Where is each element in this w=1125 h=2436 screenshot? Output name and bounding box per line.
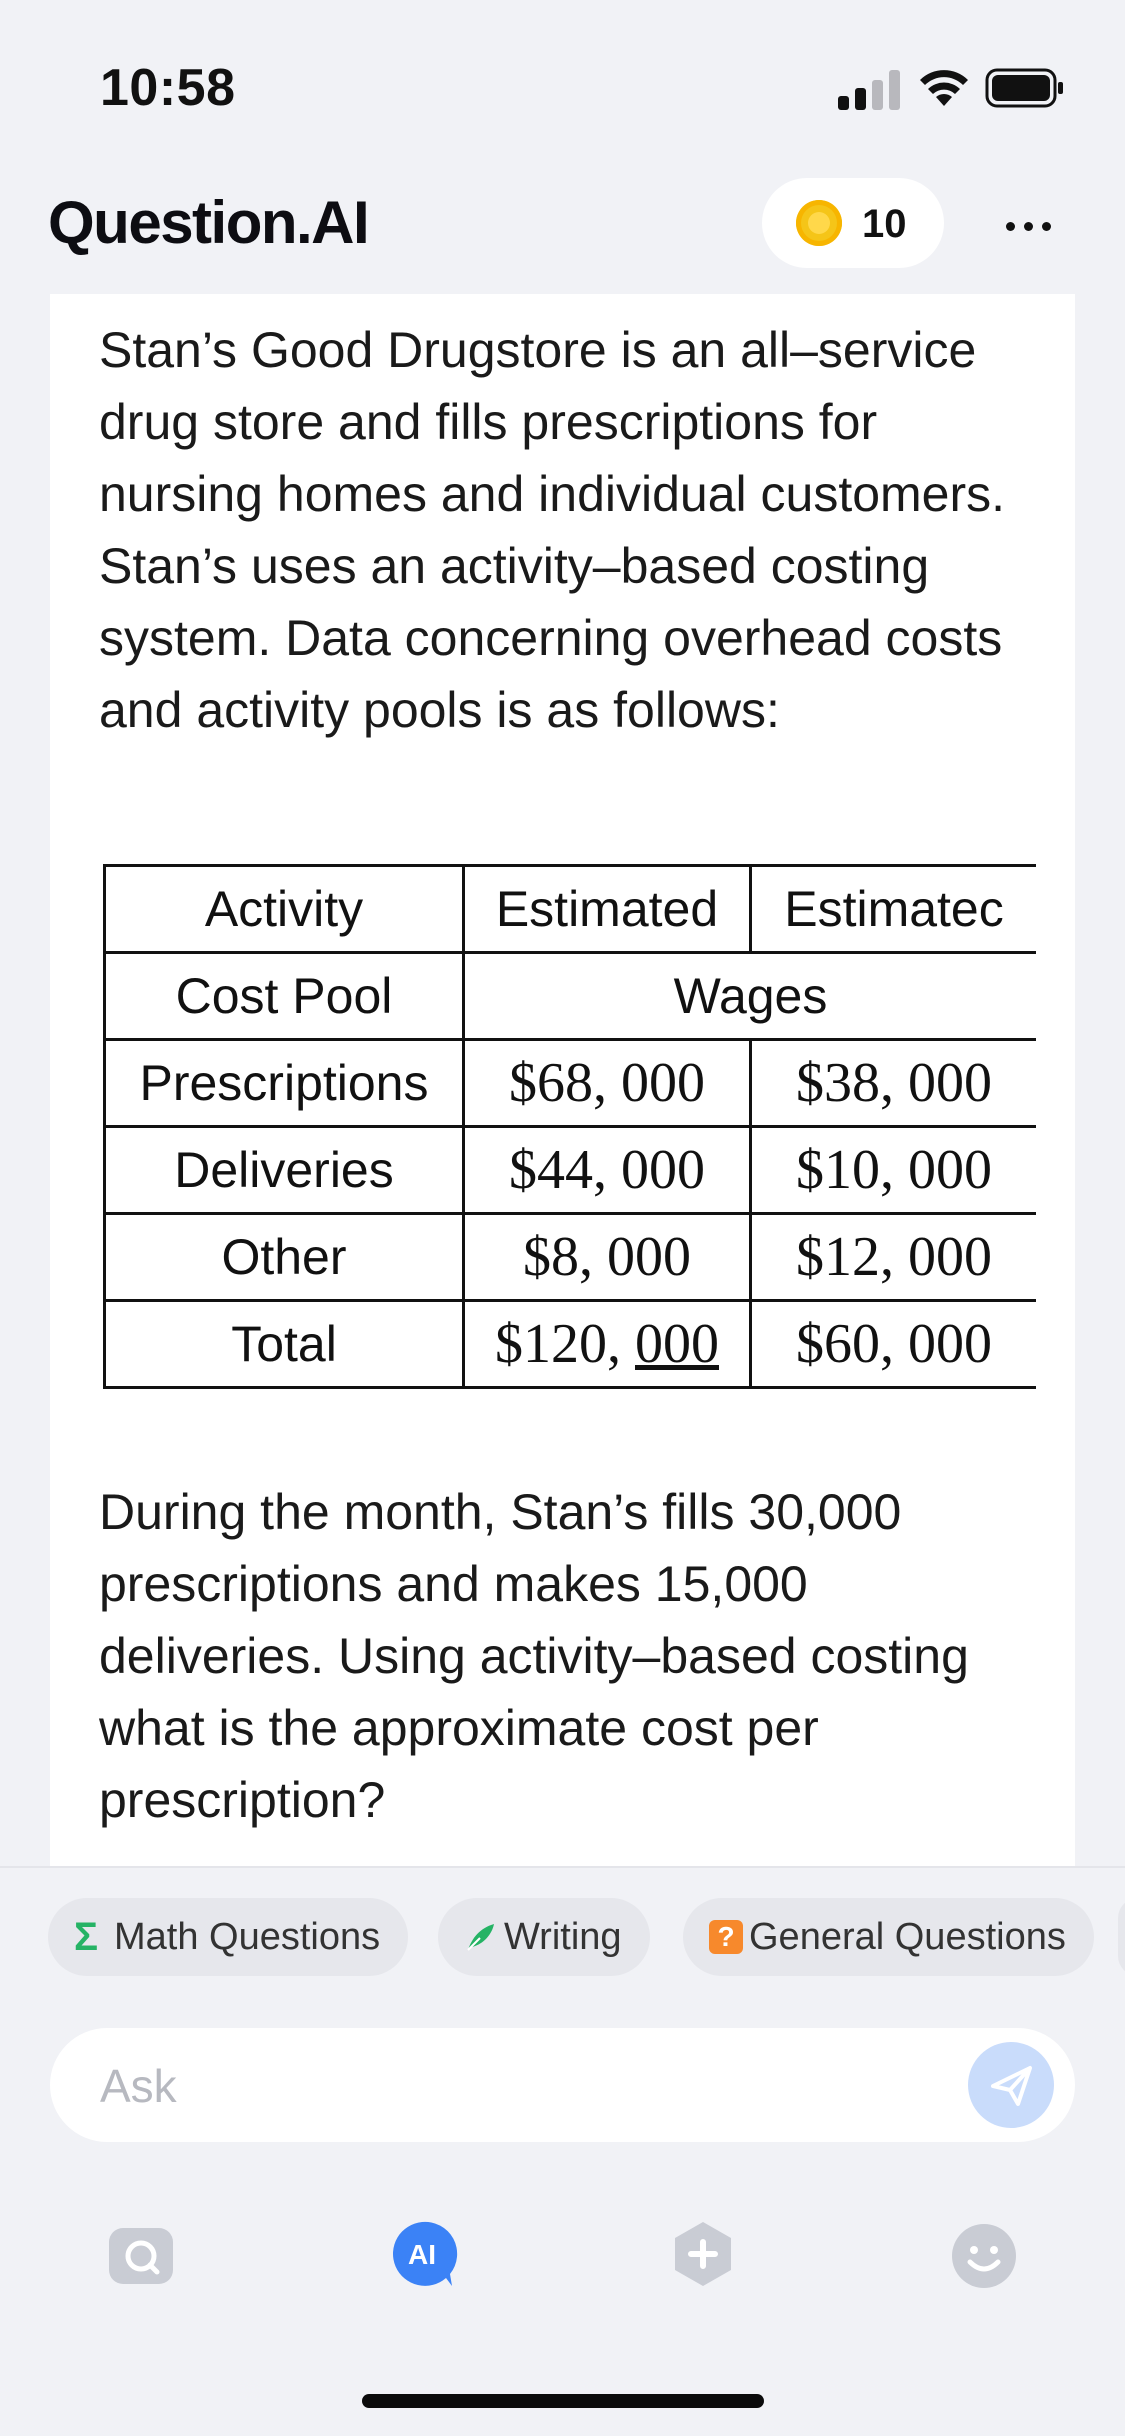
- table-header-cell: Cost Pool: [105, 953, 464, 1040]
- send-button[interactable]: [968, 2042, 1054, 2128]
- table-cell: $8, 000: [464, 1214, 751, 1301]
- coin-balance-button[interactable]: [762, 178, 944, 268]
- chip-label: Writing: [504, 1915, 622, 1958]
- camera-search-icon[interactable]: [105, 2218, 177, 2290]
- table-header-cell: Wages: [464, 953, 1037, 1040]
- quill-icon: [464, 1920, 498, 1954]
- sigma-icon: Σ: [74, 1915, 99, 1959]
- divider: [0, 1866, 1125, 1868]
- home-indicator[interactable]: [362, 2394, 764, 2408]
- ask-input[interactable]: [98, 2050, 962, 2122]
- more-options-icon[interactable]: [1002, 206, 1056, 246]
- table-cell: $60, 000: [751, 1301, 1037, 1388]
- chip-writing[interactable]: [438, 1898, 650, 1976]
- table-cell: Other: [105, 1214, 464, 1301]
- app-header: [0, 170, 1125, 290]
- table-cell: $12, 000: [751, 1214, 1037, 1301]
- table-cell: [464, 1301, 751, 1388]
- table-header-cell: Estimated: [464, 866, 751, 953]
- table-row: [105, 1214, 1037, 1301]
- table-header-row: [105, 953, 1037, 1040]
- table-row: [105, 1040, 1037, 1127]
- battery-icon: [985, 66, 1065, 110]
- status-time: 10:58: [100, 59, 236, 117]
- table-cell: Prescriptions: [105, 1040, 464, 1127]
- wifi-icon: [918, 66, 970, 110]
- chip-label: General Questions: [749, 1915, 1066, 1958]
- chip-partial[interactable]: [1118, 1898, 1125, 1976]
- table-row: [105, 1127, 1037, 1214]
- table-cell: Total: [105, 1301, 464, 1388]
- chip-math-questions[interactable]: [48, 1898, 408, 1976]
- add-hex-icon[interactable]: [667, 2218, 739, 2290]
- chip-general-questions[interactable]: [683, 1898, 1094, 1976]
- table-cell: $44, 000: [464, 1127, 751, 1214]
- table-header-row: [105, 866, 1037, 953]
- question-intro-text: Stan’s Good Drugstore is an all–service drug store and fills prescriptions for nursing homes and individual customers. Stan’s uses an activity–based costing system. Data concerning overhead costs and activity pools is as follows:: [99, 322, 1006, 738]
- coin-count: 10: [862, 202, 907, 246]
- table-cell: $68, 000: [464, 1040, 751, 1127]
- total-prefix: $120,: [495, 1313, 635, 1375]
- app-title: Question.AI: [48, 189, 369, 256]
- ai-chat-icon[interactable]: [386, 2218, 458, 2290]
- table-cell: Deliveries: [105, 1127, 464, 1214]
- cellular-signal-icon: [838, 68, 900, 110]
- table-cell: $38, 000: [751, 1040, 1037, 1127]
- table-header-cell: Activity: [105, 866, 464, 953]
- table-cell: $10, 000: [751, 1127, 1037, 1214]
- send-icon: [968, 2042, 1054, 2128]
- table-total-row: [105, 1301, 1037, 1388]
- total-underlined: 000: [635, 1313, 719, 1375]
- question-card: [50, 294, 1075, 1866]
- question-outro-text: During the month, Stan’s fills 30,000 prescriptions and makes 15,000 deliveries. Using activity–based costing what is the approximate cost per prescription?: [99, 1484, 969, 1828]
- chip-label: Math Questions: [114, 1915, 381, 1958]
- coin-icon: [796, 200, 842, 246]
- ai-tab-label: AI: [408, 2239, 436, 2270]
- question-box-icon: ?: [709, 1920, 743, 1954]
- cost-pool-table: [103, 864, 1036, 1389]
- table-header-cell: Estimatec: [751, 866, 1037, 953]
- status-bar: [0, 0, 1125, 170]
- ask-bar: [50, 2028, 1075, 2142]
- smiley-icon[interactable]: [948, 2218, 1020, 2290]
- bottom-tab-bar: [0, 2210, 1125, 2320]
